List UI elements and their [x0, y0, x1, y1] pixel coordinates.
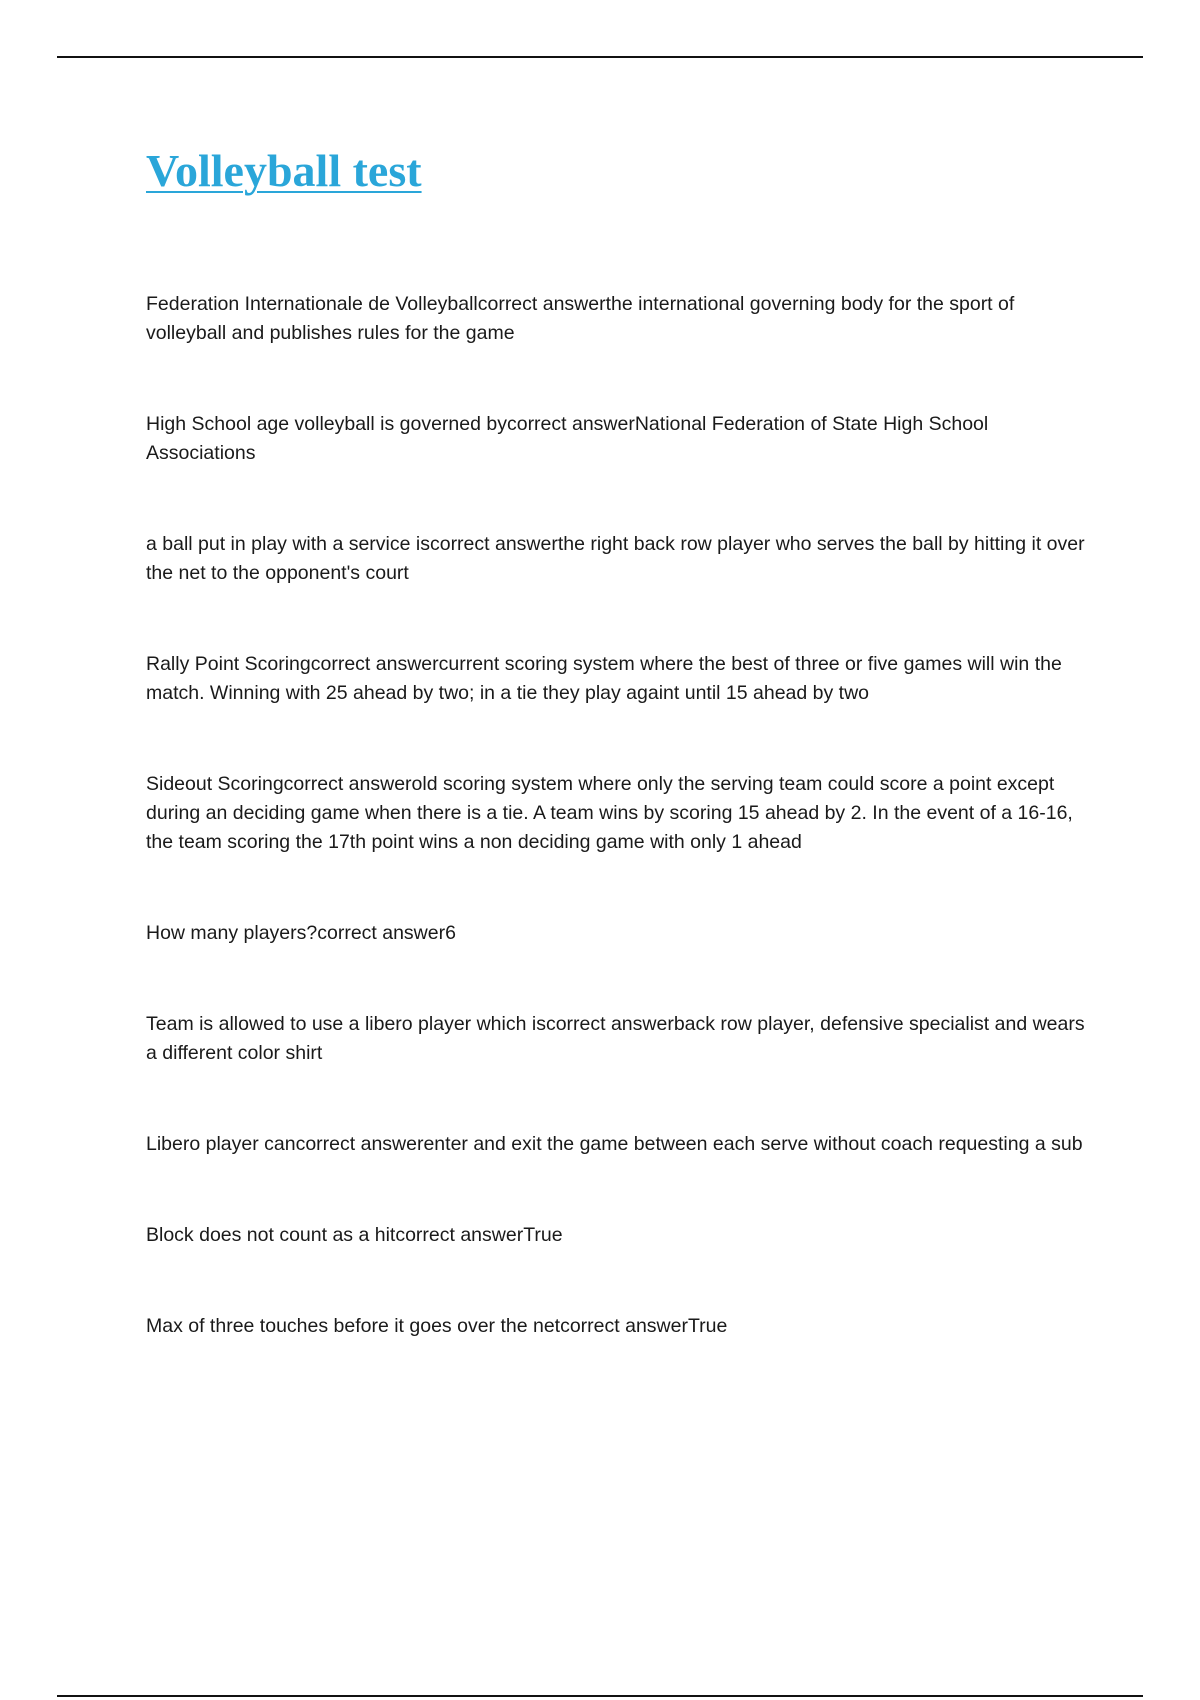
bottom-rule	[57, 1695, 1143, 1697]
qa-item: Rally Point Scoringcorrect answercurrent scoring system where the best of three or five games will win the match. Winning with 25 ahead by two; in a tie they play againt until 15 ahead by two	[146, 653, 1062, 704]
qa-item: a ball put in play with a service iscorrect answerthe right back row player who serves the ball by hitting it over the net to the opponent's court	[146, 533, 1085, 584]
qa-item: Team is allowed to use a libero player which iscorrect answerback row player, defensive specialist and wears a different color shirt	[146, 1013, 1085, 1064]
qa-item: Max of three touches before it goes over the netcorrect answerTrue	[146, 1315, 728, 1337]
document-title: Volleyball test	[146, 145, 422, 196]
top-rule	[57, 56, 1143, 58]
qa-item: Federation Internationale de Volleyballcorrect answerthe international governing body for the sport of volleyball and publishes rules for the game	[146, 293, 1015, 344]
qa-item: How many players?correct answer6	[146, 922, 456, 944]
qa-item: Libero player cancorrect answerenter and exit the game between each serve without coach requesting a sub	[146, 1133, 1083, 1155]
qa-item: Block does not count as a hitcorrect answerTrue	[146, 1224, 563, 1246]
qa-list	[146, 290, 1091, 1403]
qa-item: High School age volleyball is governed bycorrect answerNational Federation of State High School Associations	[146, 413, 989, 464]
qa-item: Sideout Scoringcorrect answerold scoring system where only the serving team could score a point except during an deciding game when there is a tie. A team wins by scoring 15 ahead by 2. In the event of a 16-16, the team scoring the 17th point wins a non deciding game with only 1 ahead	[146, 773, 1073, 853]
